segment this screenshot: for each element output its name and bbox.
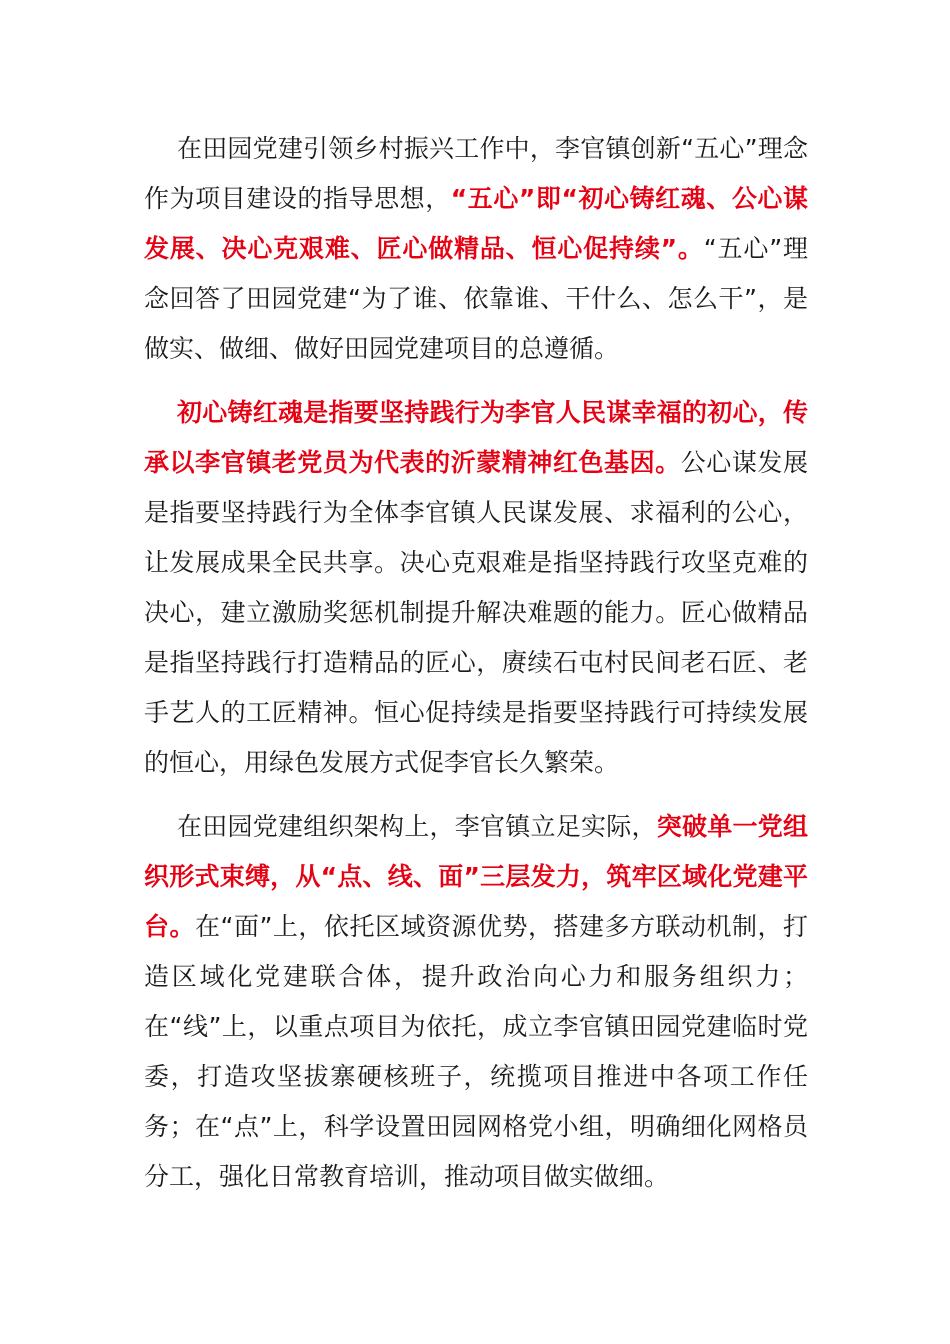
- highlighted-text-segment: 突破单一党组织形式束缚，从“点、线、面”三层发力，筑牢区域化党建平台。: [144, 812, 808, 941]
- text-segment: 在“面”上，依托区域资源优势，搭建多方联动机制，打造区域化党建联合体，提升政治向心力和服务组织力；在“线”上，以重点项目为依托，成立李官镇田园党建临时党委，打造攻坚拔寨硬核班子，统揽项目推进中各项工作任务；在“点”上，科学设置田园网格党小组，明确细化网格员分工，强化日常教育培训，推动项目做实做细。: [144, 912, 808, 1191]
- text-segment: “五心”理念回答了田园党建“为了谁、依靠谁、干什么、怎么干”，是做实、做细、做好田园党建项目的总遵循。: [144, 234, 809, 363]
- paragraph-five-hearts-detail: [144, 388, 808, 788]
- highlighted-text-segment: 初心铸红魂是指要坚持践行为李官人民谋幸福的初心，传承以李官镇老党员为代表的沂蒙精神红色基因。: [144, 398, 808, 477]
- paragraph-five-hearts-intro: [144, 124, 808, 374]
- document-body: [144, 124, 808, 1216]
- text-segment: 在田园党建引领乡村振兴工作中，李官镇创新“五心”理念作为项目建设的指导思想，: [144, 134, 808, 213]
- highlighted-text-segment: “五心”即“初心铸红魂、公心谋发展、决心克艰难、匠心做精品、恒心促持续”。: [144, 184, 808, 263]
- text-segment: 在田园党建组织架构上，李官镇立足实际，: [177, 812, 657, 841]
- paragraph-organization-structure: [144, 802, 808, 1202]
- text-segment: 公心谋发展是指要坚持践行为全体李官镇人民谋发展、求福利的公心，让发展成果全民共享。决心克艰难是指坚持践行攻坚克难的决心，建立激励奖惩机制提升解决难题的能力。匠心做精品是指坚持践行打造精品的匠心，赓续石屯村民间老石匠、老手艺人的工匠精神。恒心促持续是指要坚持践行可持续发展的恒心，用绿色发展方式促李官长久繁荣。: [144, 448, 808, 777]
